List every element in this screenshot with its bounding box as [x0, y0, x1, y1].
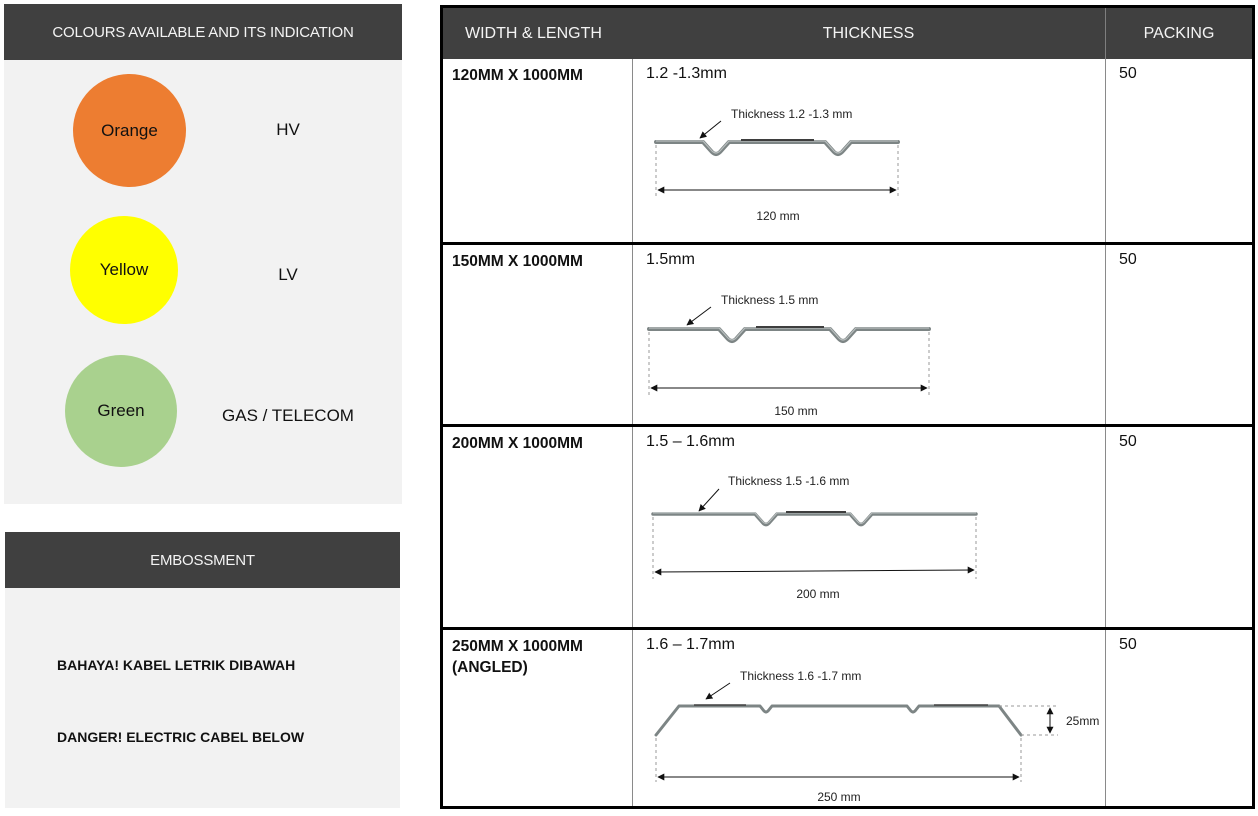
profile-diagram-150 — [633, 245, 1105, 425]
size-value: 200MM X 1000MM — [452, 435, 583, 452]
packing-value: 50 — [1119, 65, 1137, 82]
thickness-cell — [632, 59, 1105, 242]
thickness-label: Thickness 1.5 -1.6 mm — [728, 474, 850, 488]
thickness-label: Thickness 1.2 -1.3 mm — [731, 107, 853, 121]
colour-name: Green — [97, 401, 145, 420]
profile-diagram-250-angled — [633, 630, 1105, 808]
thickness-value: 1.5mm — [646, 251, 695, 268]
width-label: 200 mm — [796, 587, 840, 601]
colours-panel-title: COLOURS AVAILABLE AND ITS INDICATION — [4, 4, 402, 60]
size-cell — [443, 245, 632, 424]
column-header-packing: PACKING — [1105, 8, 1252, 59]
size-value: 150MM X 1000MM — [452, 253, 583, 270]
strip-profile — [656, 706, 1021, 735]
size-note: (ANGLED) — [452, 659, 528, 676]
colour-name: Yellow — [99, 260, 149, 279]
table-header-row — [443, 8, 1252, 59]
table-row — [443, 627, 1252, 806]
thickness-cell — [632, 245, 1105, 424]
packing-cell — [1105, 245, 1252, 424]
colour-indication: HV — [276, 120, 300, 139]
colour-swatch-yellow — [70, 216, 178, 324]
size-value: 250MM X 1000MM — [452, 638, 583, 655]
thickness-cell — [632, 630, 1105, 806]
colour-indication: LV — [278, 265, 298, 284]
height-label: 25mm — [1066, 714, 1100, 728]
size-cell — [443, 59, 632, 242]
thickness-value: 1.6 – 1.7mm — [646, 636, 735, 653]
thickness-pointer-arrow-icon — [700, 121, 721, 138]
size-cell — [443, 630, 632, 806]
thickness-pointer-arrow-icon — [687, 307, 711, 325]
colour-swatch-orange — [73, 74, 186, 187]
packing-cell — [1105, 427, 1252, 627]
thickness-label: Thickness 1.5 mm — [721, 293, 819, 307]
colour-name: Orange — [101, 120, 158, 140]
table-row — [443, 424, 1252, 627]
packing-value: 50 — [1119, 433, 1137, 450]
embossment-text-english: DANGER! ELECTRIC CABEL BELOW — [57, 729, 305, 745]
strip-profile — [653, 514, 976, 525]
profile-diagram-120 — [633, 59, 1105, 242]
embossment-panel — [5, 532, 400, 808]
packing-value: 50 — [1119, 636, 1137, 653]
thickness-pointer-arrow-icon — [706, 683, 730, 699]
strip-profile — [649, 329, 929, 341]
colour-swatch-green — [65, 355, 177, 467]
width-dimension-arrow-icon — [655, 570, 974, 572]
embossment-text-malay: BAHAYA! KABEL LETRIK DIBAWAH — [57, 657, 296, 673]
width-label: 250 mm — [817, 790, 861, 804]
thickness-pointer-arrow-icon — [699, 489, 719, 511]
profile-diagram-200 — [633, 427, 1105, 627]
colour-indication: GAS / TELECOM — [222, 406, 354, 425]
thickness-label: Thickness 1.6 -1.7 mm — [740, 669, 862, 683]
column-header-thickness: THICKNESS — [822, 24, 915, 42]
packing-cell — [1105, 59, 1252, 242]
packing-cell — [1105, 630, 1252, 806]
thickness-value: 1.5 – 1.6mm — [646, 433, 735, 450]
size-value: 120MM X 1000MM — [452, 67, 583, 84]
width-label: 150 mm — [774, 404, 818, 418]
packing-value: 50 — [1119, 251, 1137, 268]
table-row — [443, 59, 1252, 242]
embossment-panel-title: EMBOSSMENT — [5, 532, 400, 588]
width-label: 120 mm — [756, 209, 800, 223]
thickness-value: 1.2 -1.3mm — [646, 65, 727, 82]
colours-panel — [4, 4, 402, 504]
column-header-width-length: WIDTH & LENGTH — [465, 24, 602, 42]
thickness-cell — [632, 427, 1105, 627]
size-cell — [443, 427, 632, 627]
spec-table — [440, 5, 1255, 809]
strip-profile — [656, 142, 898, 154]
table-row — [443, 242, 1252, 424]
